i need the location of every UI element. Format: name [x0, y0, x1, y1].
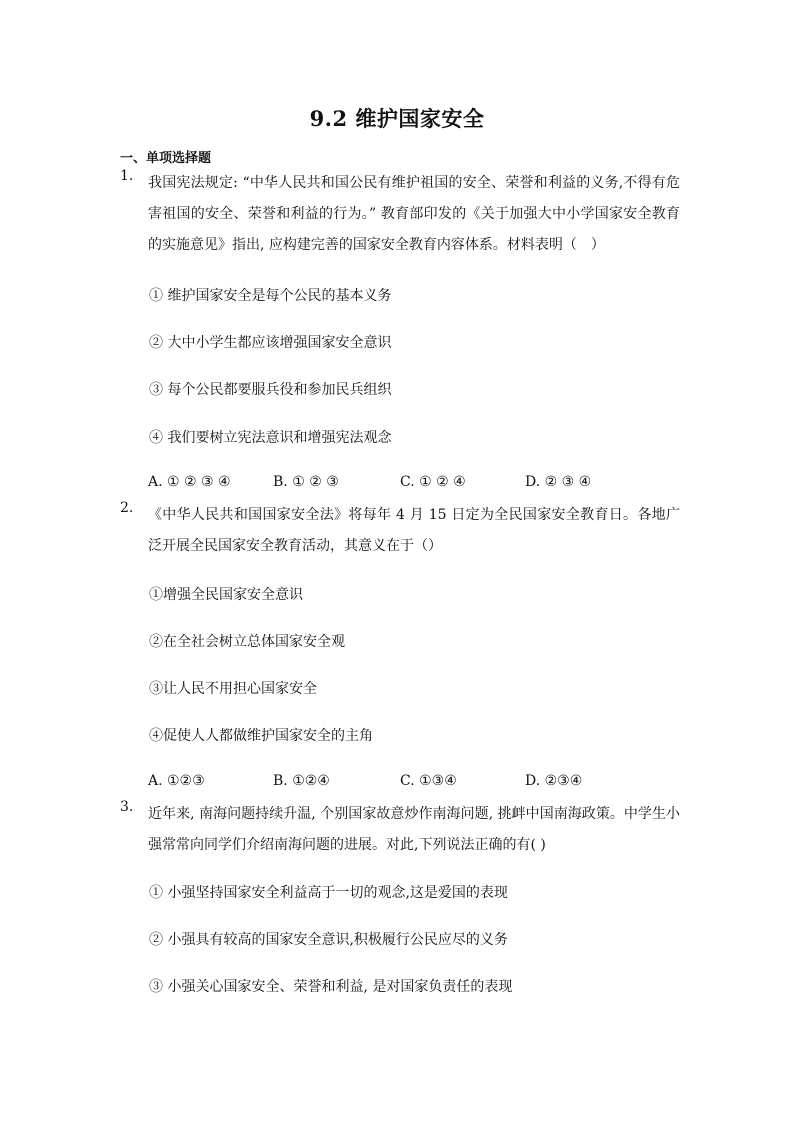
- question-3: [120, 799, 680, 861]
- q3-option-1: ① 小强坚持国家安全利益高于一切的观念,这是爱国的表现: [149, 885, 508, 901]
- choice-b[interactable]: B. ① ② ③: [273, 474, 339, 490]
- question-1: [120, 168, 680, 261]
- choice-b[interactable]: B. ①②④: [273, 773, 330, 789]
- q2-option-3: ③让人民不用担心国家安全: [149, 681, 317, 697]
- choice-c[interactable]: C. ① ② ④: [400, 474, 466, 490]
- q3-option-3: ③ 小强关心国家安全、荣誉和利益, 是对国家负责任的表现: [149, 979, 513, 995]
- question-text: 我国宪法规定: “中华人民共和国公民有维护祖国的安全、荣誉和利益的义务,不得有危害祖国的安全、荣誉和利益的行为。” 教育部印发的《关于加强大中小学国家安全教育的实施意见》指出, 应构建完善的国家安全教育内容体系。材料表明（ ）: [148, 175, 680, 253]
- q1-option-4: ④ 我们要树立宪法意识和增强宪法观念: [149, 430, 392, 446]
- page-title: 9.2 维护国家安全: [309, 106, 485, 131]
- choice-d[interactable]: D. ② ③ ④: [525, 474, 592, 490]
- q1-option-1: ① 维护国家安全是每个公民的基本义务: [149, 288, 392, 304]
- choice-d[interactable]: D. ②③④: [525, 773, 583, 789]
- q3-option-2: ② 小强具有较高的国家安全意识,积极履行公民应尽的义务: [149, 932, 508, 948]
- question-text: 近年来, 南海问题持续升温, 个别国家故意炒作南海问题, 挑衅中国南海政策。中学生小强常常向同学们介绍南海问题的进展。对此,下列说法正确的有( ): [148, 806, 680, 853]
- q1-option-3: ③ 每个公民都要服兵役和参加民兵组织: [149, 382, 392, 398]
- section-heading: 一、单项选择题: [120, 151, 212, 166]
- question-number: 2.: [120, 500, 134, 516]
- question-text: 《中华人民共和国国家安全法》将每年 4 月 15 日定为全民国家安全教育日。各地广泛开展全民国家安全教育活动，其意义在于（）: [148, 507, 680, 554]
- q1-option-2: ② 大中小学生都应该增强国家安全意识: [149, 335, 392, 351]
- choice-c[interactable]: C. ①③④: [400, 773, 457, 789]
- q2-option-4: ④促使人人都做维护国家安全的主角: [149, 728, 373, 744]
- question-number: 1.: [120, 168, 134, 184]
- question-2: [120, 500, 680, 562]
- choice-a[interactable]: A. ①②③: [148, 773, 205, 789]
- q2-option-1: ①增强全民国家安全意识: [149, 587, 303, 603]
- question-number: 3.: [120, 799, 134, 815]
- q2-option-2: ②在全社会树立总体国家安全观: [149, 634, 345, 650]
- choice-a[interactable]: A. ① ② ③ ④: [148, 474, 231, 490]
